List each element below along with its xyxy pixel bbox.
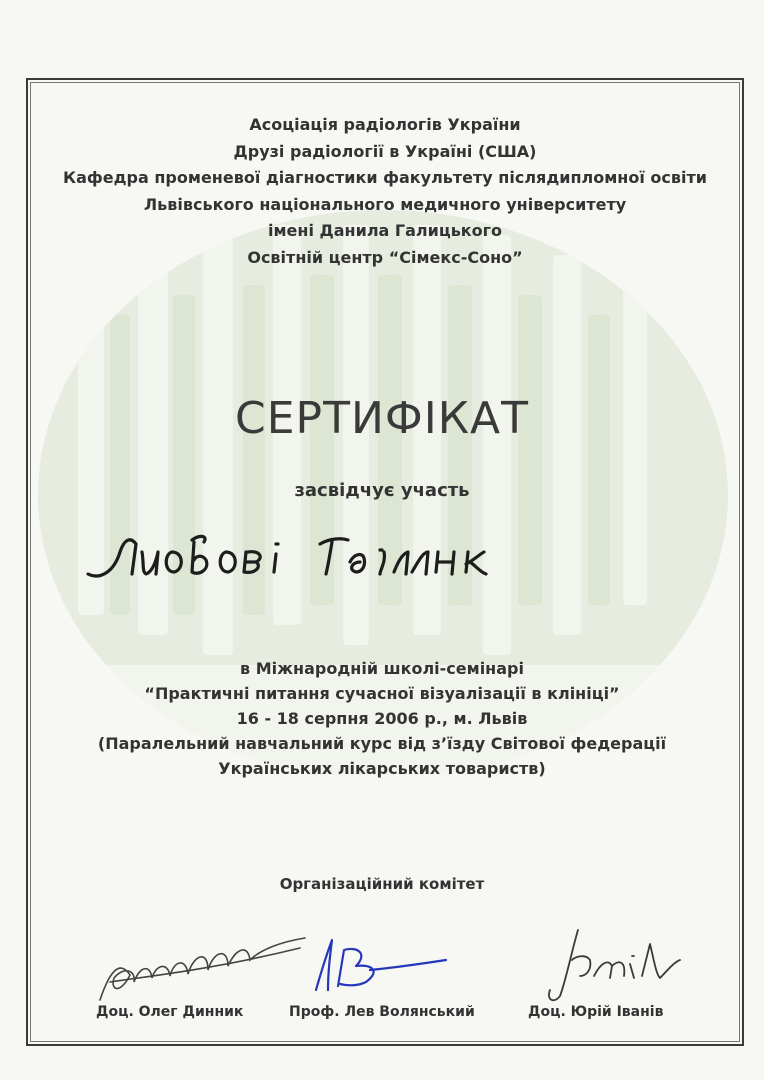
recipient-handwritten-name [80, 522, 580, 592]
seminar-line: (Паралельний навчальний курс від з’їзду Світової федерації [97, 734, 667, 753]
seminar-line: 16 - 18 серпня 2006 р., м. Львів [236, 709, 528, 728]
seminar-line: в Міжнародній школі-семінарі [240, 659, 524, 678]
seminar-line: Українських лікарських товариств) [218, 759, 546, 778]
signatory-name-dynnyk: Доц. Олег Динник [96, 1004, 244, 1020]
signatory-name-ivaniv: Доц. Юрій Іванів [528, 1004, 664, 1020]
signature-volyanskyi [316, 940, 446, 990]
header-line: Кафедра променевої діагностики факультету післядипломної освіти [63, 168, 707, 187]
header-line: Асоціація радіологів України [249, 115, 521, 134]
signature-ivaniv [549, 930, 680, 1000]
certificate-title: СЕРТИФІКАТ [235, 393, 529, 444]
signatures [90, 920, 710, 1010]
organizers-header [26, 112, 744, 271]
committee-heading: Організаційний комітет [279, 875, 485, 893]
header-line: імені Данила Галицького [267, 221, 503, 240]
seminar-info [0, 656, 764, 781]
header-line: Друзі радіології в Україні (США) [233, 141, 537, 161]
attests-text: засвідчує участь [294, 480, 470, 501]
signatory-name-volyanskyi: Проф. Лев Волянський [289, 1004, 475, 1020]
header-line: Львівського національного медичного університету [143, 194, 627, 214]
signatory-names [0, 1004, 764, 1026]
seminar-line: “Практичні питання сучасної візуалізації в клініці” [144, 684, 620, 703]
header-line: Освітній центр “Сімекс-Соно” [247, 247, 523, 267]
signature-dynnyk [100, 938, 305, 1000]
